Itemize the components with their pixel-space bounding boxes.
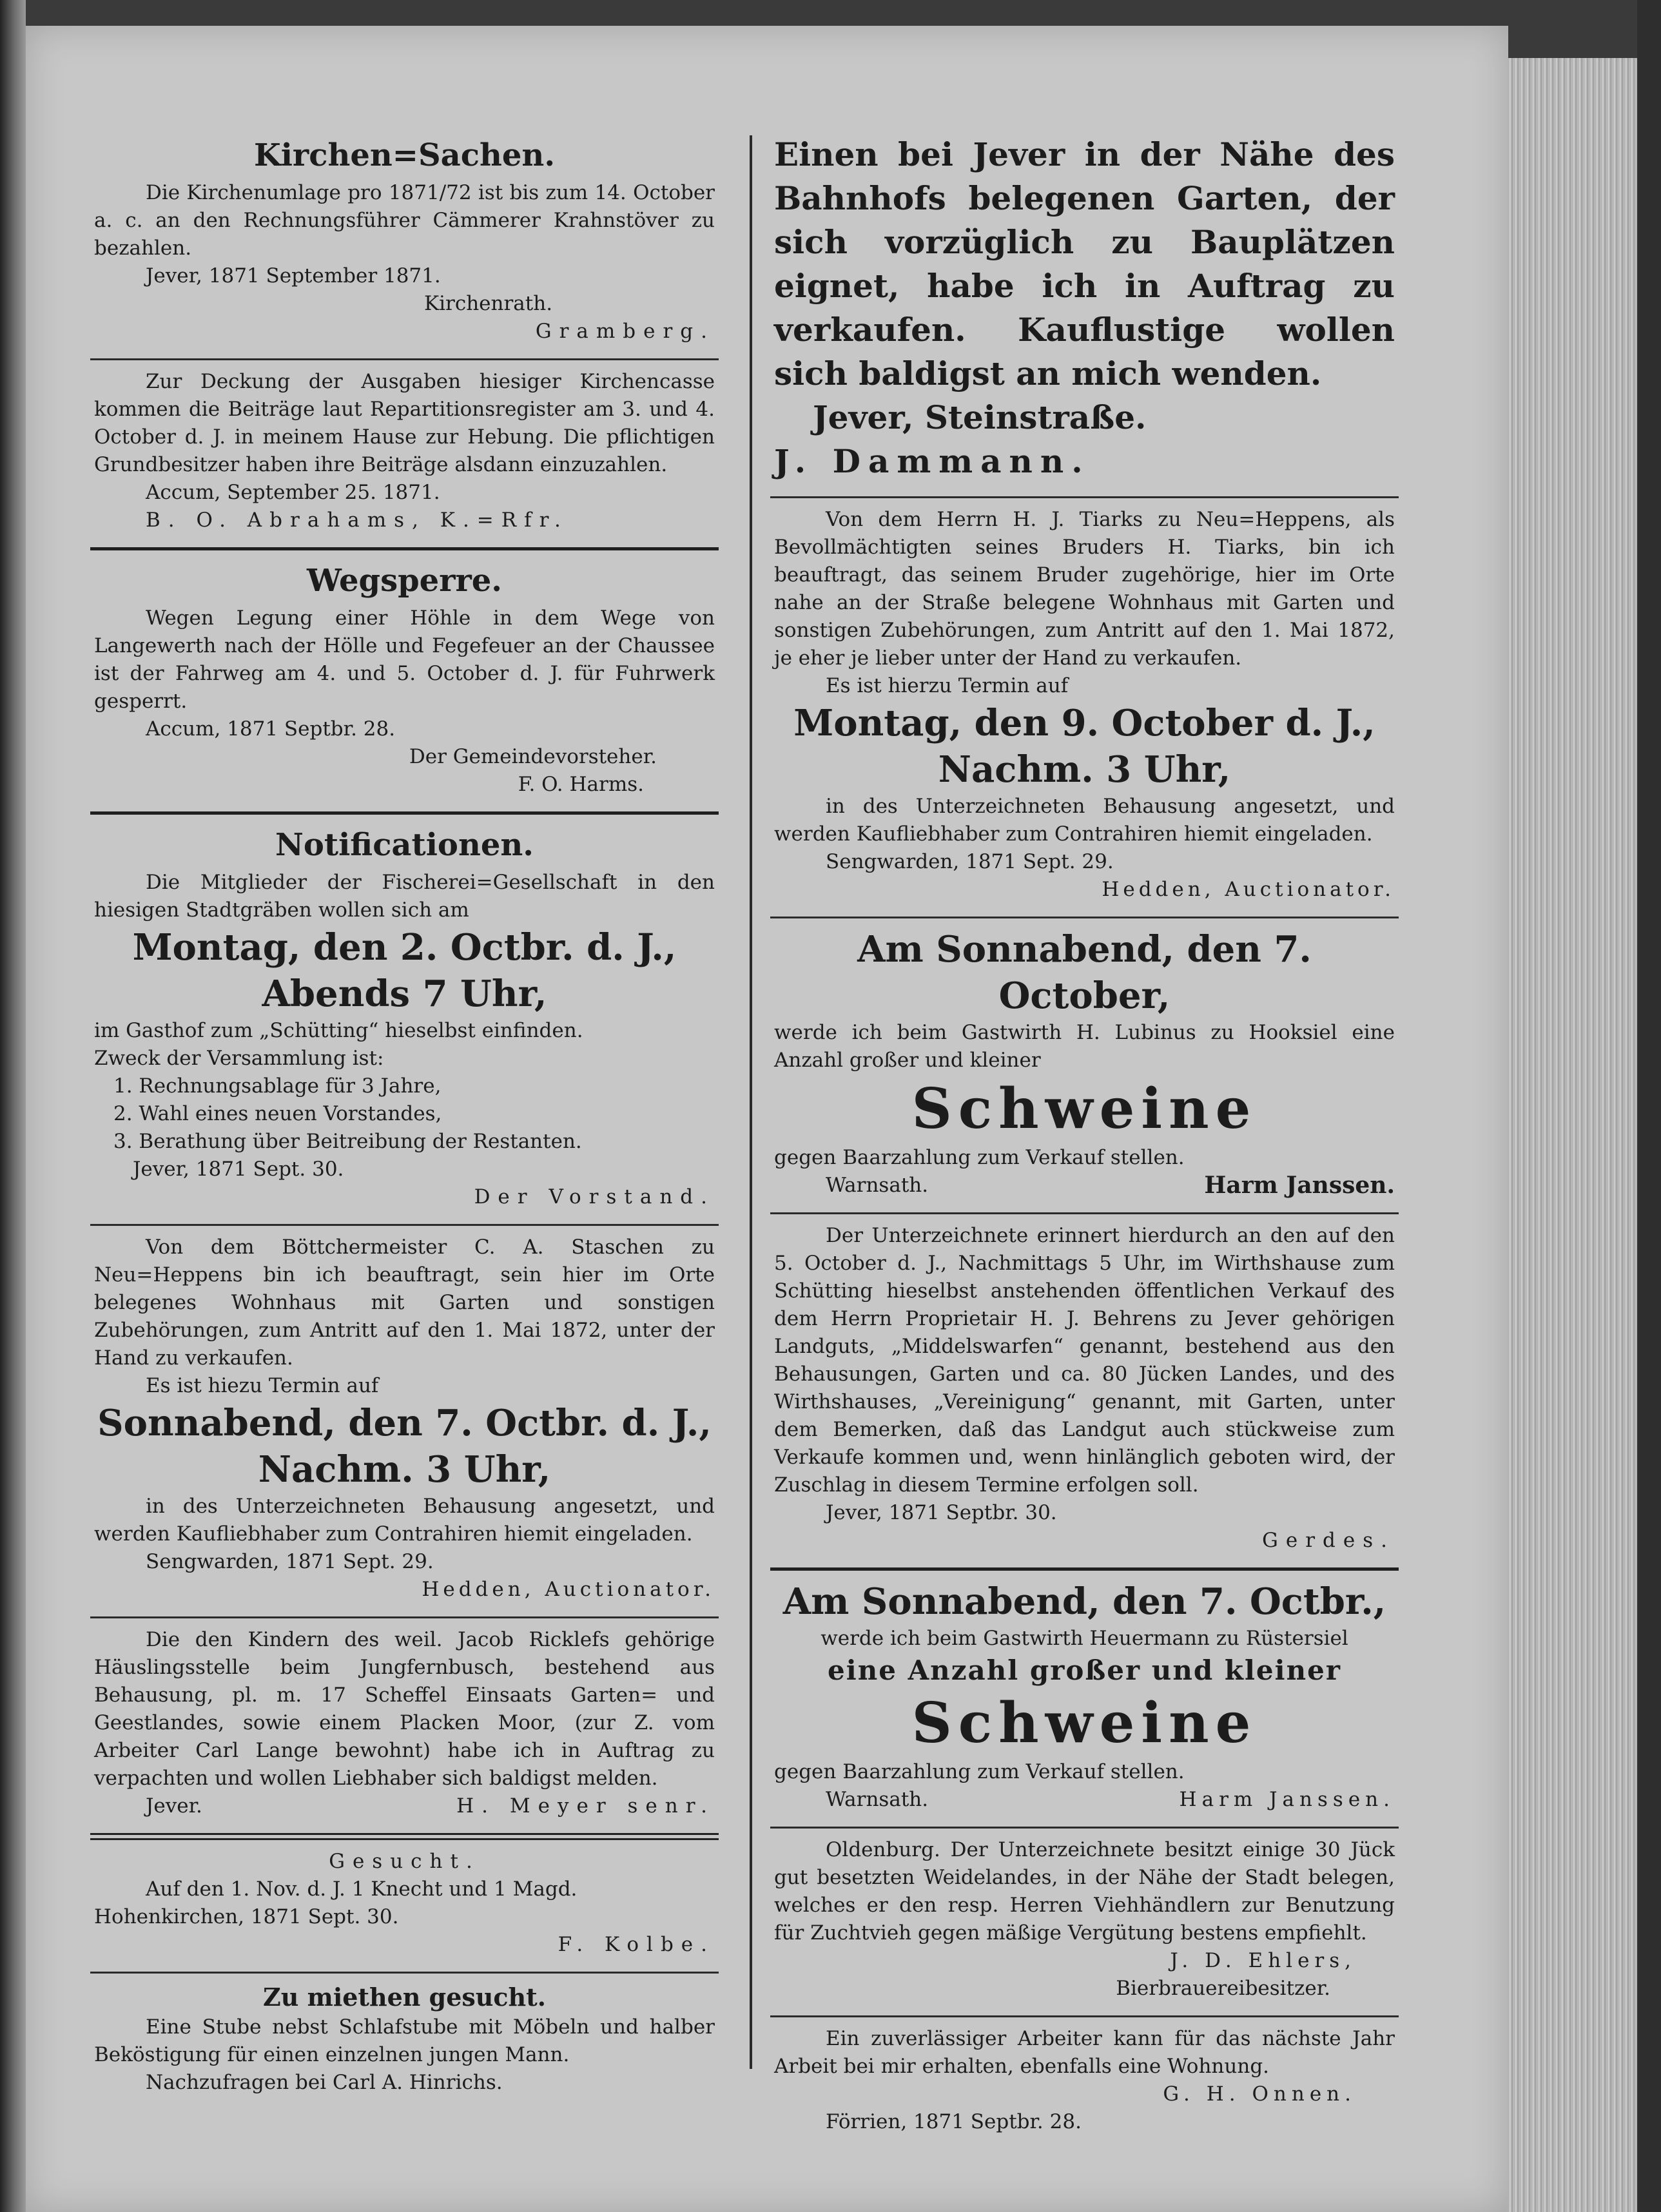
signature: J. D. Ehlers, — [1170, 1949, 1356, 1972]
signature-title: Kirchenrath. — [423, 292, 553, 315]
heading: Notificationen. — [275, 827, 534, 863]
signature: J. Dammann. — [774, 442, 1091, 480]
divider — [770, 1212, 1399, 1214]
dateline: Jever, 1871 Septbr. 30. — [826, 1501, 1057, 1524]
body-text: werde ich beim Gastwirth H. Lubinus zu Hooksiel eine Anzahl großer und kleiner — [774, 1021, 1395, 1072]
signature: Der Vorstand. — [474, 1185, 715, 1208]
divider — [90, 1616, 719, 1618]
event-time: Nachm. 3 Uhr, — [938, 748, 1231, 791]
body-text: im Gasthof zum „Schütting“ hieselbst einfinden. — [94, 1019, 583, 1042]
agenda-item: 2. Wahl eines neuen Vorstandes, — [113, 1102, 442, 1125]
book-spine — [0, 0, 26, 2212]
body-text: Einen bei Jever in der Nähe des Bahnhofs belegenen Garten, der sich vorzüglich zu Bauplätzen eignet, habe ich in Auftrag zu verkaufen. Kauflustige wollen sich baldigst an mich wenden. — [774, 135, 1395, 393]
ad-gesucht — [90, 1844, 719, 1968]
body-text: Der Unterzeichnete erinnert hierdurch an den auf den 5. October d. J., Nachmittags 5 Uhr, im Wirthshause zum Schütting hieselbst anstehenden öffentlichen Verkauf des dem Herrn Proprietair H. J. Behrens zu Jever gehörigen Landguts, „Middelswarfen“ genannt, bestehend aus den Behausungen, Garten und ca. 80 Jücken Landes, und des Wirthshauses, „Vereinigung“ genannt, mit Garten, unter dem Bemerken, daß das Landgut auch stückweise zum Verkaufe kommen und, wenn hinlänglich geboten wird, der Zuschlag in diesem Termine erfolgen soll. — [774, 1224, 1395, 1497]
divider — [770, 1827, 1399, 1829]
body-text: Oldenburg. Der Unterzeichnete besitzt einige 30 Jück gut besetzten Weidelandes, in der Nähe der Stadt belegen, welches er den resp. Herren Viehhändlern zur Benutzung für Zuchtvieh gegen mäßige Vergütung bestens empfiehlt. — [774, 1838, 1395, 1945]
left-column — [90, 129, 719, 2106]
ad-zu-miethen — [90, 1977, 719, 2106]
event-date: Montag, den 9. October d. J., — [793, 702, 1375, 744]
ad-schweine-ruestersiel — [770, 1575, 1399, 1823]
heading: Zu miethen gesucht. — [263, 1983, 546, 2012]
column-divider — [750, 135, 752, 2069]
body-text: in des Unterzeichneten Behausung angesetzt, und werden Kaufliebhaber zum Contrahiren hiemit eingeladen. — [94, 1495, 715, 1546]
signature: H. Meyer senr. — [456, 1794, 715, 1818]
divider — [770, 1567, 1399, 1571]
ad-onnen — [770, 2021, 1399, 2145]
signature-line — [774, 1172, 1395, 1199]
termin-text: Es ist hierzu Termin auf — [826, 674, 1069, 697]
ad-garten — [770, 129, 1399, 492]
ad-ricklefs — [90, 1622, 719, 1829]
place: Warnsath. — [826, 1174, 929, 1197]
body-text: werde ich beim Gastwirth Heuermann zu Rüstersiel — [821, 1627, 1348, 1650]
body-text: Von dem Böttchermeister C. A. Staschen zu Neu=Heppens bin ich beauftragt, sein hier im Orte belegenes Wohnhaus mit Garten und sonstigen Zubehörungen, zum Antritt auf den 1. Mai 1872, unter der Hand zu verkaufen. — [94, 1236, 715, 1370]
heading: Wegsperre. — [306, 563, 503, 599]
dateline: Hohenkirchen, 1871 Sept. 30. — [94, 1905, 399, 1928]
subheadline: eine Anzahl großer und kleiner — [828, 1654, 1341, 1686]
body-text: Eine Stube nebst Schlafstube mit Möbeln und halber Beköstigung für einen einzelnen jungen Mann. — [94, 2015, 715, 2066]
agenda-list — [94, 1072, 715, 1156]
ad-wegsperre — [90, 554, 719, 808]
divider — [770, 496, 1399, 498]
heading: Gesucht. — [329, 1850, 480, 1873]
body-text: Die Mitglieder der Fischerei=Gesellschaft in den hiesigen Stadtgräben wollen sich am — [94, 871, 715, 922]
divider — [770, 2015, 1399, 2017]
body-text: Die den Kindern des weil. Jacob Ricklefs gehörige Häuslingsstelle beim Jungfernbusch, bestehend aus Behausung, pl. m. 17 Scheffel Einsaats Garten= und Geestlandes, sowie einem Placken Moor, (zur Z. vom Arbeiter Carl Lange bewohnt) habe ich in Auftrag zu verpachten und wollen Liebhaber sich baldigst melden. — [94, 1628, 715, 1790]
event-date: Am Sonnabend, den 7. October, — [857, 928, 1312, 1017]
right-column — [770, 129, 1399, 2145]
signature: Gramberg. — [535, 320, 715, 343]
signature: F. O. Harms. — [518, 773, 644, 796]
event-time: Abends 7 Uhr, — [262, 973, 547, 1015]
agenda-item: 3. Berathung über Beitreibung der Restanten. — [113, 1130, 582, 1153]
body-text: Auf den 1. Nov. d. J. 1 Knecht und 1 Magd. — [146, 1877, 578, 1901]
divider — [90, 1833, 719, 1840]
dateline: Accum, September 25. 1871. — [146, 481, 440, 504]
signature: Gerdes. — [1262, 1529, 1395, 1552]
headline: Schweine — [911, 1076, 1258, 1141]
signature: Harm Janssen. — [1179, 1788, 1395, 1811]
signature-title: Bierbrauereibesitzer. — [1116, 1977, 1330, 2000]
signature: B. O. Abrahams, K.=Rfr. — [146, 509, 568, 532]
place: Warnsath. — [826, 1788, 929, 1811]
event-date: Sonnabend, den 7. Octbr. d. J., — [97, 1402, 712, 1444]
event-date: Am Sonnabend, den 7. Octbr., — [782, 1580, 1386, 1623]
signature: G. H. Onnen. — [1163, 2082, 1356, 2106]
dateline: Jever, 1871 September 1871. — [146, 264, 441, 287]
heading: Kirchen=Sachen. — [253, 137, 556, 173]
ad-ehlers — [770, 1832, 1399, 2012]
ad-staschen — [90, 1230, 719, 1613]
divider — [90, 1972, 719, 1974]
ad-notificationen — [90, 819, 719, 1220]
background-edge — [1637, 0, 1661, 2212]
body-text: gegen Baarzahlung zum Verkauf stellen. — [774, 1146, 1185, 1169]
agenda-item: 1. Rechnungsablage für 3 Jahre, — [113, 1074, 442, 1098]
signature-line — [94, 1792, 715, 1820]
dateline: Jever, Steinstraße. — [813, 398, 1147, 436]
divider — [90, 547, 719, 550]
divider — [90, 811, 719, 815]
body-text: Wegen Legung einer Höhle in dem Wege von Langewerth nach der Hölle und Fegefeuer an der Chaussee ist der Fahrweg am 4. und 5. October d. J. für Fuhrwerk gesperrt. — [94, 606, 715, 713]
termin-text: Es ist hiezu Termin auf — [146, 1374, 379, 1397]
body-text: Die Kirchenumlage pro 1871/72 ist bis zum 14. October a. c. an den Rechnungsführer Cämmerer Krahnstöver zu bezahlen. — [94, 181, 715, 260]
place: Jever. — [146, 1794, 202, 1818]
dateline: Sengwarden, 1871 Sept. 29. — [146, 1550, 434, 1573]
headline: Schweine — [911, 1691, 1258, 1756]
dateline: Sengwarden, 1871 Sept. 29. — [826, 850, 1114, 873]
signature: F. Kolbe. — [558, 1933, 715, 1956]
divider — [770, 917, 1399, 918]
body-text: Von dem Herrn H. J. Tiarks zu Neu=Heppens, als Bevollmächtigten seines Bruders H. Tiarks, bin ich beauftragt, das seinem Bruder zugehörige, hier im Orte nahe an der Straße belegene Wohnhaus mit Garten und sonstigen Zubehörungen, zum Antritt auf den 1. Mai 1872, je eher je lieber unter der Hand zu verkaufen. — [774, 508, 1395, 670]
signature-line — [774, 1786, 1395, 1814]
ad-behrens — [770, 1218, 1399, 1564]
body-text: Nachzufragen bei Carl A. Hinrichs. — [146, 2071, 503, 2094]
signature-title: Der Gemeindevorsteher. — [409, 745, 657, 768]
page-edges — [1508, 58, 1637, 2212]
signature: Hedden, Auctionator. — [1102, 878, 1395, 901]
body-text: in des Unterzeichneten Behausung angesetzt, und werden Kaufliebhaber zum Contrahiren hiemit eingeladen. — [774, 795, 1395, 846]
ad-kirchencasse — [90, 364, 719, 543]
ad-schweine-hooksiel — [770, 922, 1399, 1208]
body-text: Ein zuverlässiger Arbeiter kann für das nächste Jahr Arbeit bei mir erhalten, ebenfalls eine Wohnung. — [774, 2027, 1395, 2078]
dateline: Accum, 1871 Septbr. 28. — [146, 717, 396, 741]
dateline: Jever, 1871 Sept. 30. — [133, 1158, 344, 1181]
signature: Hedden, Auctionator. — [422, 1578, 715, 1601]
dateline: Förrien, 1871 Septbr. 28. — [826, 2110, 1082, 2133]
divider — [90, 358, 719, 360]
ad-tiarks — [770, 502, 1399, 913]
agenda-title: Zweck der Versammlung ist: — [94, 1047, 384, 1070]
body-text: gegen Baarzahlung zum Verkauf stellen. — [774, 1760, 1185, 1783]
ad-kirchen-sachen — [90, 129, 719, 354]
divider — [90, 1224, 719, 1226]
body-text: Zur Deckung der Ausgaben hiesiger Kirchencasse kommen die Beiträge laut Repartitionsregister am 3. und 4. October d. J. in meinem Hause zur Hebung. Die pflichtigen Grundbesitzer haben ihre Beiträge alsdann einzuzahlen. — [94, 370, 715, 476]
event-date: Montag, den 2. Octbr. d. J., — [132, 926, 677, 969]
event-time: Nachm. 3 Uhr, — [258, 1448, 551, 1491]
signature: Harm Janssen. — [1204, 1172, 1395, 1199]
